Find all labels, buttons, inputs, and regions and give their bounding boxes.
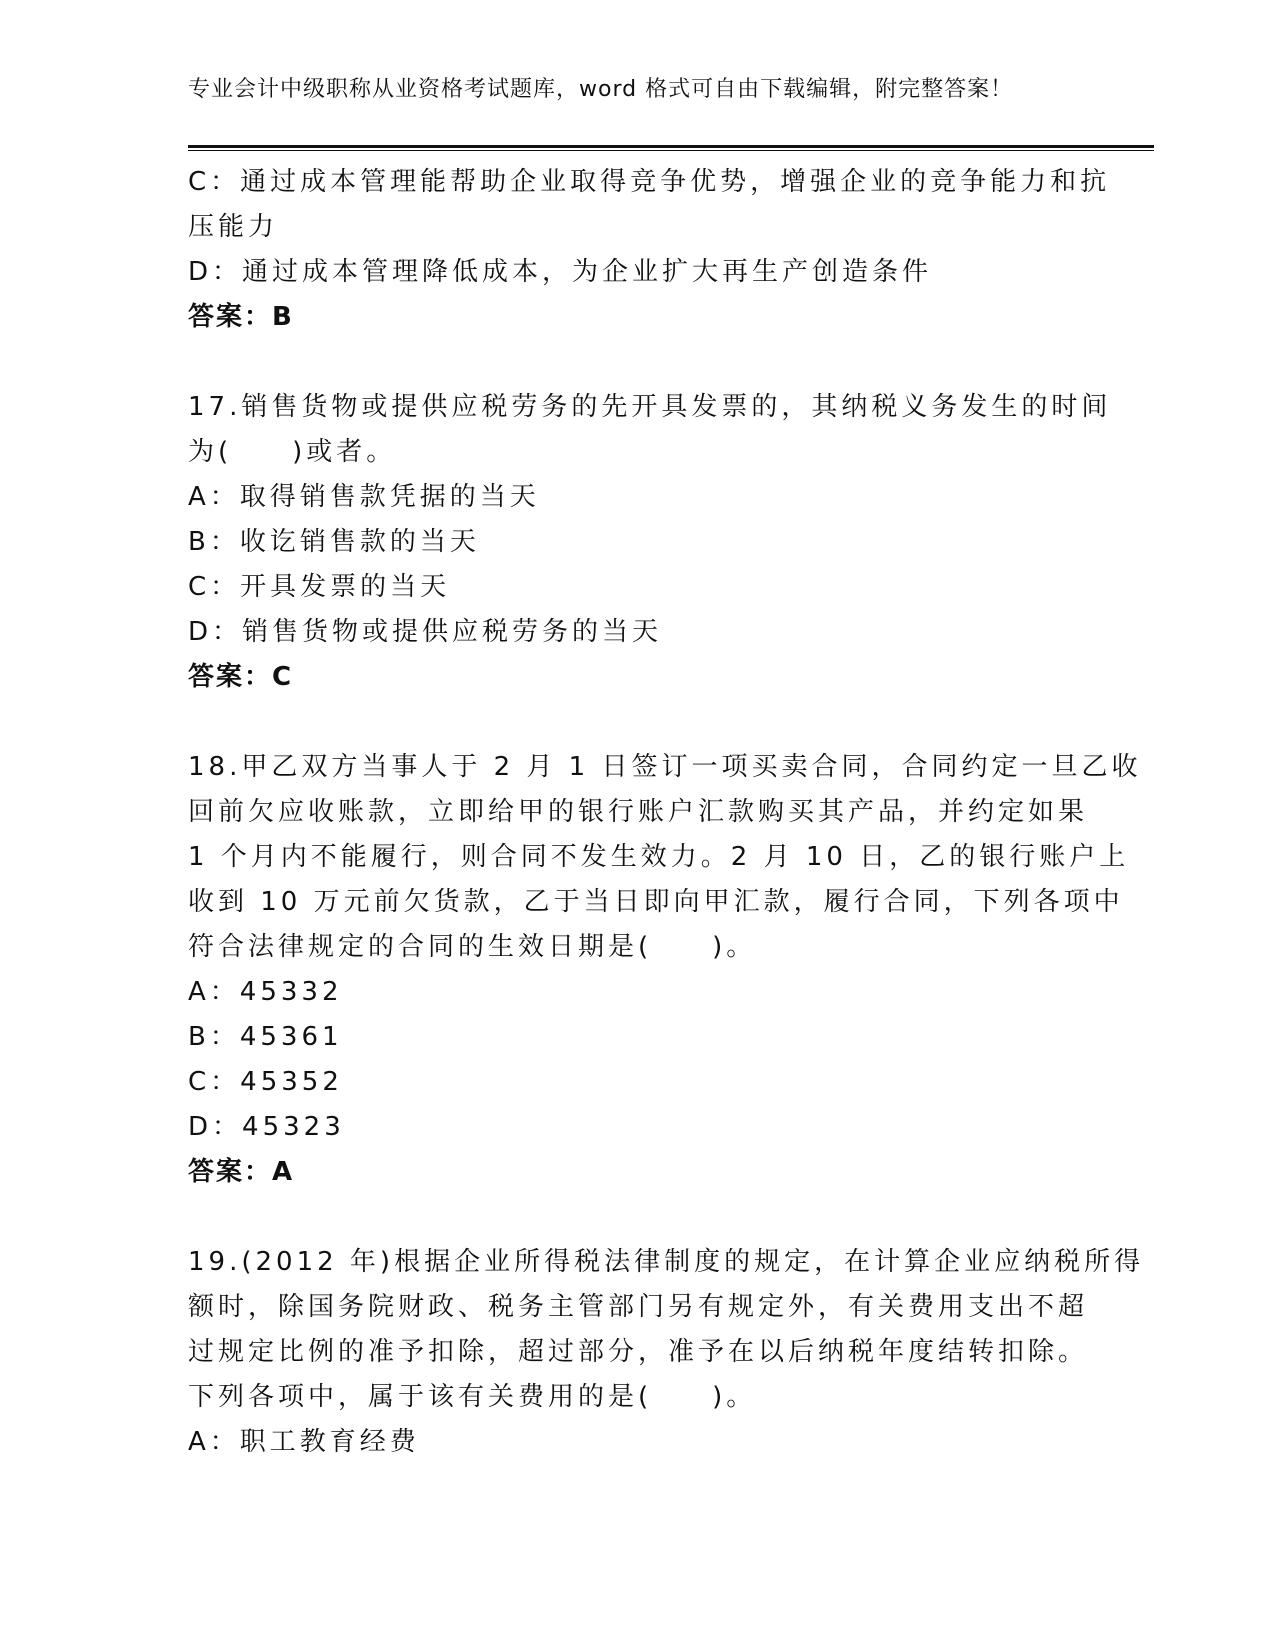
q16-answer: 答案：B	[188, 302, 294, 332]
spacer	[188, 700, 1088, 745]
q17-answer: 答案：C	[188, 662, 294, 692]
q17-option-d: D：销售货物或提供应税劳务的当天	[188, 617, 663, 647]
header-divider	[188, 145, 1154, 151]
q18-stem-line-4: 收到 10 万元前欠货款，乙于当日即向甲汇款，履行合同，下列各项中	[188, 887, 1124, 917]
q17-option-c: C：开具发票的当天	[188, 572, 451, 602]
q18-stem-line-2: 回前欠应收账款，立即给甲的银行账户汇款购买其产品，并约定如果	[188, 797, 1089, 827]
q18-answer: 答案：A	[188, 1157, 295, 1187]
q17-stem-line-2: 为( )或者。	[188, 437, 397, 467]
q18-option-d: D：45323	[188, 1112, 345, 1142]
q18-option-b: B：45361	[188, 1022, 343, 1052]
q18-stem-line-3: 1 个月内不能履行，则合同不发生效力。2 月 10 日，乙的银行账户上	[188, 842, 1130, 872]
q18-option-c: C：45352	[188, 1067, 343, 1097]
spacer	[188, 1195, 1088, 1240]
q18-stem-line-5: 符合法律规定的合同的生效日期是( )。	[188, 932, 757, 962]
q18-stem-line-1: 18.甲乙双方当事人于 2 月 1 日签订一项买卖合同，合同约定一旦乙收	[188, 752, 1142, 782]
document-body	[188, 160, 1145, 1465]
spacer	[188, 340, 1088, 385]
q17-option-b: B：收讫销售款的当天	[188, 527, 480, 557]
q17-stem-line-1: 17.销售货物或提供应税劳务的先开具发票的，其纳税义务发生的时间	[188, 392, 1112, 422]
q19-stem-line-2: 额时，除国务院财政、税务主管部门另有规定外，有关费用支出不超	[188, 1292, 1089, 1322]
q16-option-c-line-2: 压能力	[188, 212, 279, 242]
q19-stem-line-4: 下列各项中，属于该有关费用的是( )。	[188, 1382, 757, 1412]
q16-option-d: D：通过成本管理降低成本，为企业扩大再生产创造条件	[188, 257, 933, 287]
q19-stem-line-1: 19.(2012 年)根据企业所得税法律制度的规定，在计算企业应纳税所得	[188, 1247, 1145, 1277]
page-header: 专业会计中级职称从业资格考试题库，word 格式可自由下载编辑，附完整答案！	[188, 77, 1014, 102]
q19-option-a: A：职工教育经费	[188, 1427, 420, 1457]
q16-option-c-line-1: C：通过成本管理能帮助企业取得竞争优势，增强企业的竞争能力和抗	[188, 167, 1111, 197]
q19-stem-line-3: 过规定比例的准予扣除，超过部分，准予在以后纳税年度结转扣除。	[188, 1337, 1089, 1367]
q17-option-a: A：取得销售款凭据的当天	[188, 482, 540, 512]
q18-option-a: A：45332	[188, 977, 343, 1007]
